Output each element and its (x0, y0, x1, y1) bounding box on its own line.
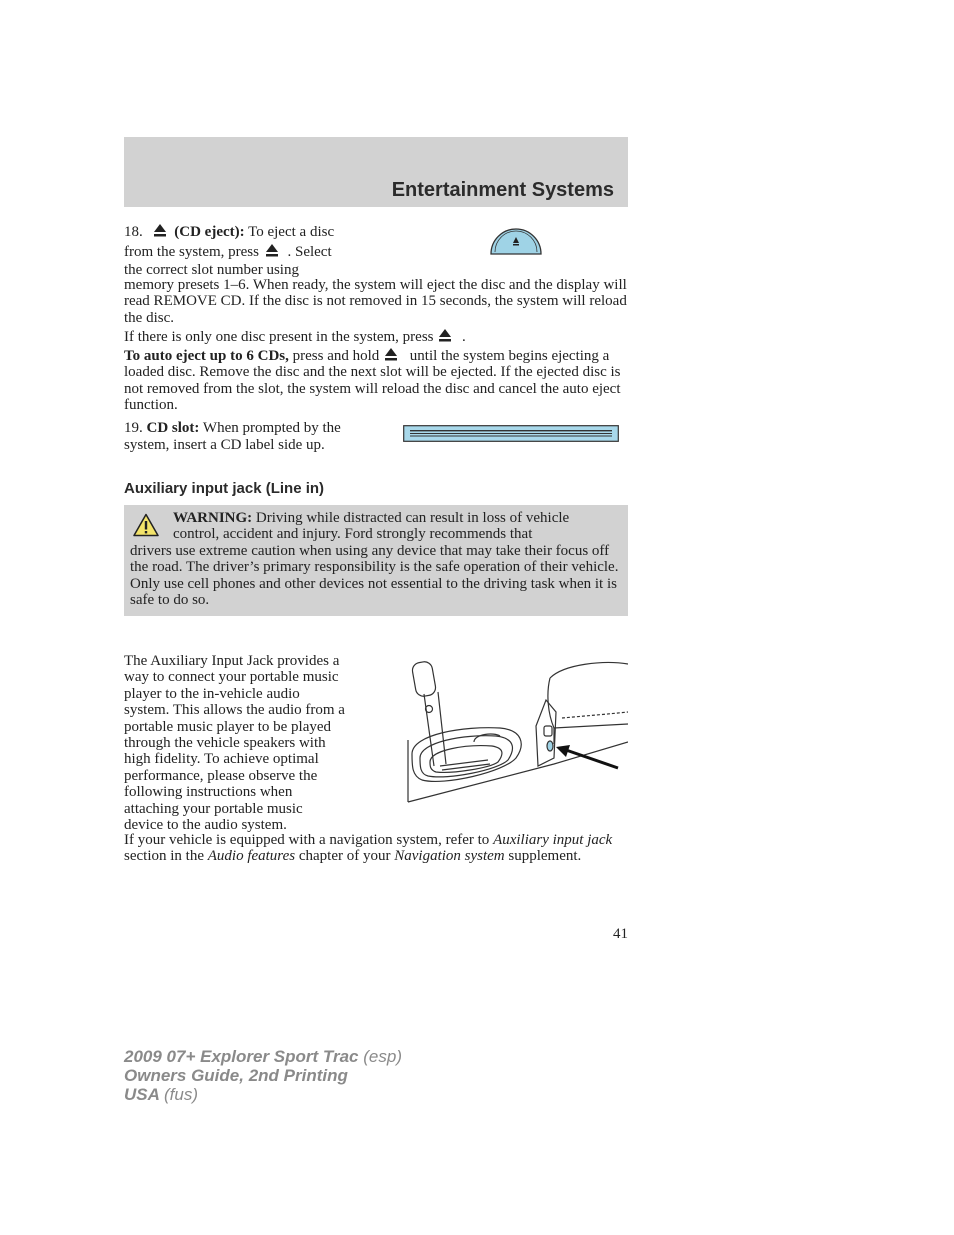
warning-icon (133, 513, 159, 537)
eject-icon (265, 243, 279, 257)
item-19-text: 19. CD slot: When prompted by the system, insert a CD label side up. (124, 420, 341, 454)
single-disc-text: If there is only one disc present in the system, press . (124, 329, 466, 345)
header-band (124, 137, 628, 207)
warning-box: WARNING: Driving while distracted can result in loss of vehicle control, accident and injury. Ford strongly recommends that drivers use extreme caution when using any device that may take their focus off the road. The driver’s primary responsibility is the safe operation of their vehicle. Only use cell phones and other devices not essential to the driving task when it is safe to do so. (124, 505, 628, 616)
warning-label: WARNING: (173, 510, 253, 526)
cd-eject-label: (CD eject): (174, 224, 245, 240)
item-18-body: memory presets 1–6. When ready, the system will eject the disc and the display will read REMOVE CD. If the disc is not removed in 15 seconds, the system will reload the disc. (124, 277, 627, 326)
footer: 2009 07+ Explorer Sport Trac (esp) Owners Guide, 2nd Printing USA (fus) (124, 1047, 402, 1104)
cd-slot-illustration (403, 425, 619, 442)
cd-slot-label: CD slot: (146, 420, 200, 436)
aux-jack-illustration (404, 654, 628, 806)
section-title: Entertainment Systems (391, 179, 614, 201)
page-number: 41 (613, 926, 628, 942)
warning-text: drivers use extreme caution when using any device that may take their focus off the road. The driver’s primary responsibility is the safe operation of their vehicle. Only use cell phones and other devices not essential to the driving task when it is safe to do so. (130, 543, 619, 609)
section-heading: Auxiliary input jack (Line in) (124, 480, 325, 497)
eject-button-illustration (489, 228, 543, 256)
navigation-note: If your vehicle is equipped with a navigation system, refer to Auxiliary input jack section in the Audio features chapter of your Navigation system supplement. (124, 832, 613, 865)
eject-icon (153, 223, 167, 237)
eject-icon (438, 328, 452, 342)
auto-eject-text: To auto eject up to 6 CDs, press and hold until the system begins ejecting a loaded disc. Remove the disc and the next slot will be ejected. If the ejected disc is not removed from the slot, the system will reload the disc and cancel the auto eject function. (124, 348, 621, 414)
item-18-intro: 18. (CD eject): To eject a disc from the system, press . Select the correct slot number using (124, 224, 335, 278)
eject-icon (384, 347, 398, 361)
item-number: 18. (124, 224, 143, 240)
aux-body: The Auxiliary Input Jack provides a way to connect your portable music player to the in-vehicle audio system. This allows the audio from a portable music player to be played through the vehicle speakers with high fidelity. To achieve optimal performance, please observe the following instructions when attaching your portable music device to the audio system. (124, 653, 345, 834)
